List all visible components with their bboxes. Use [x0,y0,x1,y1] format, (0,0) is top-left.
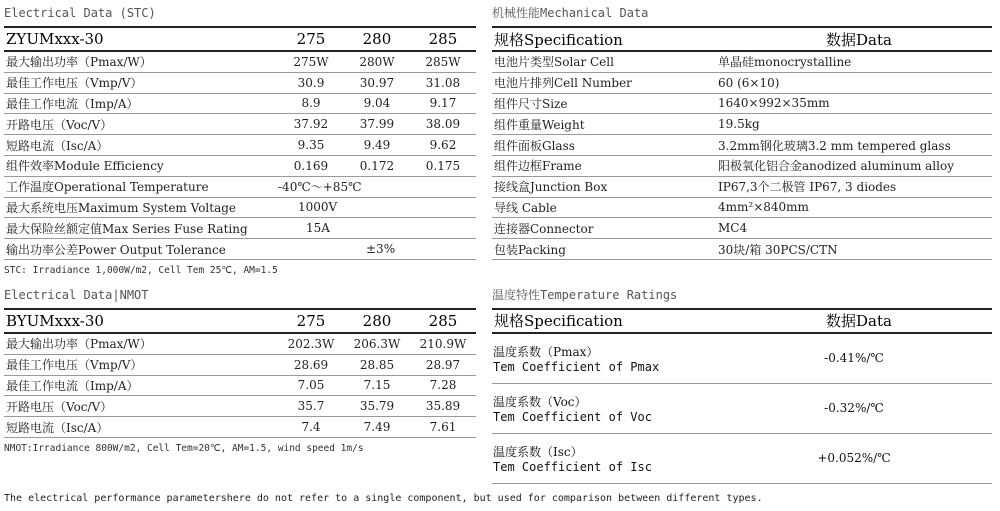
cell-value: +0.052%/℃ [716,433,992,483]
table-row [4,114,476,135]
stc-col-285: 285 [410,27,476,51]
row-label: 组件边框Frame [492,155,716,176]
cell-value: -0.32%/℃ [716,383,992,433]
row-label: 最佳工作电压（Vmp/V） [4,354,278,375]
cell-value: 35.7 [278,396,344,417]
cell-value: 单晶硅monocrystalline [716,51,992,72]
cell-value: 7.49 [344,417,410,438]
stc-model-header: ZYUMxxx-30 [4,27,278,51]
row-label: 最大系统电压Maximum System Voltage [4,197,278,218]
cell-value: 280W [344,51,410,72]
table-row [4,51,476,72]
row-label-cn: 温度系数（Pmax） [493,344,599,359]
table-row [4,354,476,375]
table-row [492,72,992,93]
table-row [492,93,992,114]
table-row [492,51,992,72]
row-label-cn: 温度系数（Isc） [493,444,583,459]
table-row [492,333,992,384]
cell-value: 35.89 [410,396,476,417]
row-label: 最大输出功率（Pmax/W） [4,51,278,72]
cell-value: 9.17 [410,93,476,114]
table-row [4,197,476,218]
row-label: 最大保险丝额定值Max Series Fuse Rating [4,218,278,239]
footer-disclaimer: The electrical performance parametershere do not refer to a single component, but used for comparison between different types. [4,493,763,504]
stc-header-row [4,27,476,51]
cell-value: 210.9W [410,333,476,354]
cell-value: 15A [278,218,476,239]
table-row [4,375,476,396]
table-row [492,176,992,197]
cell-value: 206.3W [344,333,410,354]
temp-section-title: 温度特性Temperature Ratings [492,287,678,302]
row-label: 最大输出功率（Pmax/W） [4,333,278,354]
cell-value: 30.97 [344,72,410,93]
cell-value: 阳极氧化铝合金anodized aluminum alloy [716,155,992,176]
cell-value: 37.92 [278,114,344,135]
cell-value: 8.9 [278,93,344,114]
row-label [492,383,716,433]
cell-value: 7.05 [278,375,344,396]
row-label: 短路电流（Isc/A） [4,135,278,156]
temp-table [492,308,992,484]
row-label: 最佳工作电流（Imp/A） [4,375,278,396]
left-column [4,0,476,460]
cell-value: 275W [278,51,344,72]
cell-value: 31.08 [410,72,476,93]
row-label-en: Tem Coefficient of Voc [493,409,652,424]
nmot-col-280: 280 [344,309,410,333]
row-label: 组件效率Module Efficiency [4,155,278,176]
cell-value: 37.99 [344,114,410,135]
cell-value: 7.15 [344,375,410,396]
stc-section-title: Electrical Data (STC) [4,6,156,20]
row-label: 工作温度Operational Temperature [4,176,278,197]
row-label [492,433,716,483]
cell-value: 60 (6×10) [716,72,992,93]
nmot-note: NMOT:Irradiance 800W/m2, Cell Tem=20℃, AM=1.5, wind speed 1m/s [4,442,364,454]
data-header: 数据Data [716,27,992,51]
nmot-col-285: 285 [410,309,476,333]
row-label: 输出功率公差Power Output Tolerance [4,239,278,260]
cell-value: 7.61 [410,417,476,438]
mech-section-title: 机械性能Mechanical Data [492,6,649,20]
row-label: 组件重量Weight [492,114,716,135]
cell-value: 7.28 [410,375,476,396]
cell-value: ±3% [278,239,476,260]
cell-value: 202.3W [278,333,344,354]
cell-value: 4mm²×840mm [716,197,992,218]
cell-value: 0.172 [344,155,410,176]
row-label [492,333,716,384]
table-row [4,218,476,239]
cell-value: 0.175 [410,155,476,176]
row-label: 电池片排列Cell Number [492,72,716,93]
row-label: 最佳工作电流（Imp/A） [4,93,278,114]
cell-value: 1640×992×35mm [716,93,992,114]
row-label: 电池片类型Solar Cell [492,51,716,72]
row-label: 组件尺寸Size [492,93,716,114]
nmot-section-title: Electrical Data|NMOT [4,287,149,302]
row-label-cn: 温度系数（Voc） [493,394,587,409]
row-label: 连接器Connector [492,218,716,239]
mech-header-row [492,27,992,51]
cell-value: -0.41%/℃ [716,333,992,384]
table-row [4,72,476,93]
row-label: 接线盒Junction Box [492,176,716,197]
table-row [492,383,992,433]
table-row [492,114,992,135]
cell-value: 28.69 [278,354,344,375]
cell-value: 28.97 [410,354,476,375]
nmot-header-row [4,309,476,333]
row-label: 开路电压（Voc/V） [4,396,278,417]
stc-col-275: 275 [278,27,344,51]
table-row [492,155,992,176]
cell-value: 7.4 [278,417,344,438]
row-label: 组件面板Glass [492,135,716,156]
cell-value: 9.49 [344,135,410,156]
table-row [4,93,476,114]
cell-value: IP67,3个二极管 IP67, 3 diodes [716,176,992,197]
cell-value: 9.62 [410,135,476,156]
cell-value: 9.35 [278,135,344,156]
temp-header-row [492,309,992,333]
table-row [4,333,476,354]
cell-value: 30.9 [278,72,344,93]
row-label: 开路电压（Voc/V） [4,114,278,135]
stc-note: STC: Irradiance 1,000W/m2, Cell Tem 25℃, AM=1.5 [4,264,278,276]
mech-table [492,26,992,260]
table-row [492,433,992,483]
nmot-col-275: 275 [278,309,344,333]
row-label: 最佳工作电压（Vmp/V） [4,72,278,93]
cell-value: -40℃～+85℃ [278,176,476,197]
spec-header: 规格Specification [492,309,716,333]
cell-value: 3.2mm钢化玻璃3.2 mm tempered glass [716,135,992,156]
cell-value: 38.09 [410,114,476,135]
cell-value: MC4 [716,218,992,239]
cell-value: 285W [410,51,476,72]
table-row [4,417,476,438]
table-row [492,239,992,260]
stc-col-280: 280 [344,27,410,51]
row-label: 短路电流（Isc/A） [4,417,278,438]
right-column [492,0,992,484]
row-label-en: Tem Coefficient of Pmax [493,359,660,374]
stc-table [4,26,476,260]
row-label-en: Tem Coefficient of Isc [493,459,652,474]
table-row [492,218,992,239]
cell-value: 30块/箱 30PCS/CTN [716,239,992,260]
cell-value: 1000V [278,197,476,218]
cell-value: 9.04 [344,93,410,114]
row-label: 包装Packing [492,239,716,260]
table-row [4,396,476,417]
table-row [4,155,476,176]
nmot-model-header: BYUMxxx-30 [4,309,278,333]
row-label: 导线 Cable [492,197,716,218]
table-row [492,197,992,218]
cell-value: 35.79 [344,396,410,417]
table-row [4,239,476,260]
table-row [492,135,992,156]
cell-value: 19.5kg [716,114,992,135]
table-row [4,176,476,197]
nmot-table [4,308,476,438]
spec-header: 规格Specification [492,27,716,51]
cell-value: 28.85 [344,354,410,375]
table-row [4,135,476,156]
cell-value: 0.169 [278,155,344,176]
data-header: 数据Data [716,309,992,333]
